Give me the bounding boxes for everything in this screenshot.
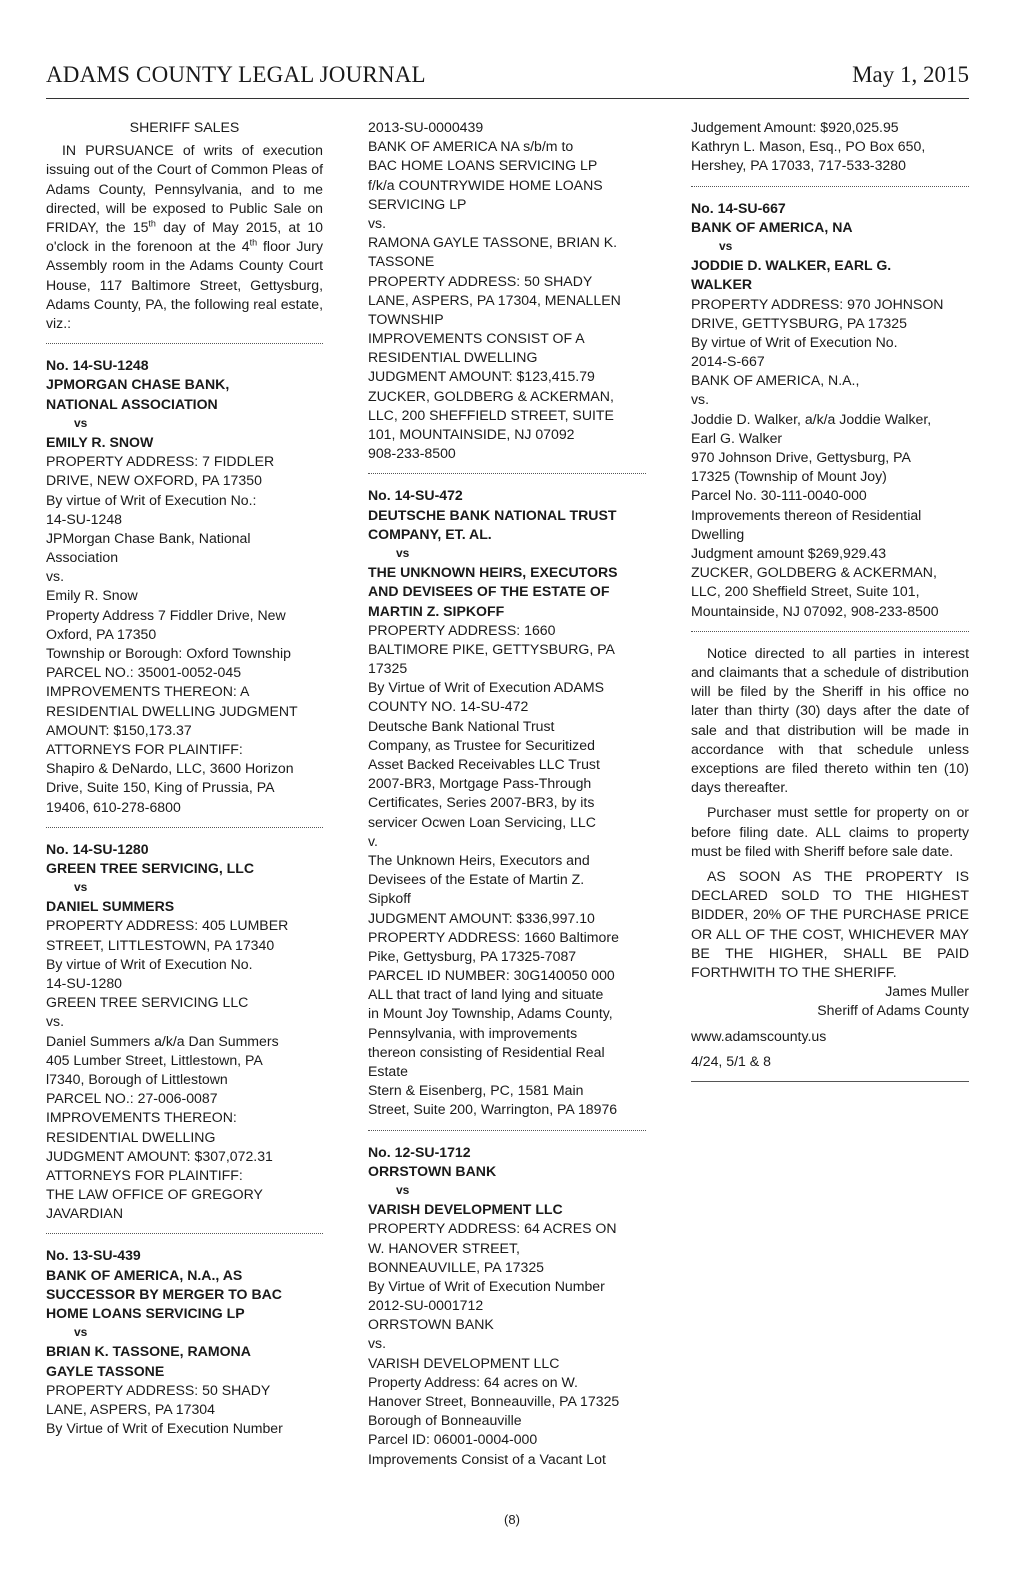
case-detail-line: Hershey, PA 17033, 717-533-3280 [691, 157, 906, 174]
distribution-notice: Notice directed to all parties in interest and claimants that a schedule of distribution will be filed by the Sheriff in his office no later than thirty (30) days after the date of sale and that distribution will be made in accordance with that schedule unless exceptions are filed thereto within ten (10) days thereafter. [691, 644, 969, 796]
case-detail-line: By virtue of Writ of Execution No.: [46, 491, 257, 508]
case-detail-line: JUDGMENT AMOUNT: $123,415.79 [368, 368, 595, 385]
case-detail-line: Property Address: 64 acres on W. [368, 1373, 578, 1390]
case-detail-line: Judgment amount $269,929.43 [691, 544, 887, 561]
payment-notice: AS SOON AS THE PROPERTY IS DECLARED SOLD TO THE HIGHEST BIDDER, 20% OF THE PURCHASE PRICE OR ALL OF THE COST, WHICHEVER MAY BE THE HIGHER, SHALL BE PAID FORTHWITH TO THE SHERIFF. [691, 867, 969, 980]
plaintiff-line: BANK OF AMERICA, NA [691, 218, 853, 235]
case-detail-line: f/k/a COUNTRYWIDE HOME LOANS [368, 176, 603, 193]
divider [46, 1233, 323, 1234]
case-detail-line: AMOUNT: $150,173.37 [46, 721, 192, 738]
divider [691, 631, 969, 632]
case-detail-line: Asset Backed Receivables LLC Trust [368, 756, 600, 772]
plaintiff-line: HOME LOANS SERVICING LP [46, 1305, 245, 1322]
case-detail-line: By virtue of Writ of Execution No. [46, 955, 253, 972]
case-detail-line: By virtue of Writ of Execution No. [691, 333, 898, 350]
case-detail-line: LLC, 200 Sheffield Street, Suite 101, [691, 583, 920, 600]
case-number: No. 12-SU-1712 [368, 1143, 471, 1160]
case-detail-line: JUDGMENT AMOUNT: $307,072.31 [46, 1147, 273, 1164]
case-detail-line: Earl G. Walker [691, 429, 783, 446]
versus-label: vs [74, 415, 88, 430]
versus-label: vs [74, 880, 88, 895]
case-detail-line: ALL that tract of land lying and situate [368, 986, 604, 1003]
case-detail-line: Mountainside, NJ 07092, 908-233-8500 [691, 602, 939, 619]
case-detail-line: 19406, 610-278-6800 [46, 798, 181, 815]
versus-label: vs [396, 545, 410, 560]
plaintiff-line: NATIONAL ASSOCIATION [46, 395, 218, 412]
case-detail-line: PARCEL NO.: 35001-0052-045 [46, 664, 242, 681]
case-detail-line: By Virtue of Writ of Execution Number [368, 1277, 605, 1294]
sheriff-title: Sheriff of Adams County [817, 1002, 969, 1019]
defendant-line: DANIEL SUMMERS [46, 898, 175, 915]
case-detail-line: RESIDENTIAL DWELLING [46, 1128, 216, 1145]
plaintiff-line: BANK OF AMERICA, N.A., AS [46, 1266, 243, 1283]
case-detail-line: VARISH DEVELOPMENT LLC [368, 1354, 560, 1371]
issue-date: May 1, 2015 [852, 62, 969, 87]
case-detail-line: Kathryn L. Mason, Esq., PO Box 650, [691, 138, 926, 155]
defendant-line: AND DEVISEES OF THE ESTATE OF [368, 583, 610, 600]
divider [368, 473, 646, 474]
case-number: No. 14-SU-472 [368, 487, 463, 504]
case-detail-line: thereon consisting of Residential Real [368, 1043, 605, 1060]
case-detail-line: PROPERTY ADDRESS: 1660 [368, 621, 556, 638]
case-detail-line: Improvements thereon of Residential [691, 506, 922, 523]
case-detail-line: l7340, Borough of Littlestown [46, 1070, 228, 1087]
page-number: (8) [504, 1512, 520, 1527]
case-detail-line: DRIVE, NEW OXFORD, PA 17350 [46, 472, 262, 489]
case-detail-line: vs. [46, 1013, 65, 1030]
case-detail-line: JUDGMENT AMOUNT: $336,997.10 [368, 909, 595, 926]
case-detail-line: Sipkoff [368, 890, 411, 907]
divider [691, 186, 969, 187]
case-detail-line: Joddie D. Walker, a/k/a Joddie Walker, [691, 410, 932, 427]
case-detail-line: STREET, LITTLESTOWN, PA 17340 [46, 936, 275, 953]
case-detail-line: Oxford, PA 17350 [46, 625, 157, 642]
defendant-line: JODDIE D. WALKER, EARL G. [691, 257, 892, 274]
case-detail-line: TOWNSHIP [368, 310, 444, 327]
case-detail-line: Pennsylvania, with improvements [368, 1024, 578, 1041]
case-detail-line: PROPERTY ADDRESS: 1660 Baltimore [368, 928, 619, 945]
plaintiff-line: GREEN TREE SERVICING, LLC [46, 859, 255, 876]
defendant-line: EMILY R. SNOW [46, 433, 154, 450]
plaintiff-line: ORRSTOWN BANK [368, 1162, 497, 1179]
case-detail-line: Hanover Street, Bonneauville, PA 17325 [368, 1393, 620, 1409]
case-detail-line: JAVARDIAN [46, 1205, 124, 1222]
defendant-line: BRIAN K. TASSONE, RAMONA [46, 1343, 251, 1360]
case-14-su-1248 [46, 356, 323, 817]
case-14-su-472 [368, 486, 646, 1119]
case-detail-line: SERVICING LP [368, 195, 467, 212]
sheriff-name: James Muller [885, 983, 969, 1000]
case-14-su-667 [691, 199, 969, 621]
case-detail-line: Parcel ID: 06001-0004-000 [368, 1431, 538, 1448]
intro-paragraph: IN PURSUANCE of writs of execution issuing out of the Court of Common Pleas of Adams County, Pennsylvania, and to me directed, will be exposed to Public Sale on FRIDAY, the 15th day of May 2015, at 10 o'clock in the forenoon at the 4th floor Jury Assembly room in the Adams County Court House, 117 Baltimore Street, Gettysburg, Adams County, PA, the following real estate, viz.: [46, 142, 323, 332]
case-detail-line: Parcel No. 30-111-0040-000 [691, 487, 867, 504]
case-detail-line: IMPROVEMENTS THEREON: [46, 1109, 237, 1126]
case-detail-line: Daniel Summers a/k/a Dan Summers [46, 1032, 279, 1049]
case-detail-line: W. HANOVER STREET, [368, 1239, 520, 1256]
case-detail-line: DRIVE, GETTYSBURG, PA 17325 [691, 314, 907, 331]
column-1 [46, 118, 323, 1438]
case-detail-line: BALTIMORE PIKE, GETTYSBURG, PA [368, 640, 615, 657]
case-detail-line: Estate [368, 1063, 408, 1079]
case-detail-line: PROPERTY ADDRESS: 405 LUMBER [46, 917, 289, 934]
plaintiff-line: SUCCESSOR BY MERGER TO BAC [46, 1285, 282, 1302]
case-detail-line: PROPERTY ADDRESS: 64 ACRES ON [368, 1220, 617, 1237]
case-detail-line: PROPERTY ADDRESS: 7 FIDDLER [46, 453, 275, 470]
case-detail-line: PARCEL ID NUMBER: 30G140050 000 [368, 967, 615, 984]
case-detail-line: GREEN TREE SERVICING LLC [46, 994, 249, 1011]
divider [368, 1130, 646, 1131]
case-detail-line: Drive, Suite 150, King of Prussia, PA [46, 779, 275, 796]
case-detail-line: 2012-SU-0001712 [368, 1297, 484, 1314]
publication-dates: 4/24, 5/1 & 8 [691, 1052, 771, 1069]
case-detail-line: COUNTY NO. 14-SU-472 [368, 698, 529, 715]
defendant-line: WALKER [691, 276, 753, 293]
case-detail-line: ZUCKER, GOLDBERG & ACKERMAN, [368, 387, 614, 404]
case-detail-line: Street, Suite 200, Warrington, PA 18976 [368, 1101, 618, 1118]
case-detail-line: in Mount Joy Township, Adams County, [368, 1005, 613, 1022]
case-detail-line: BAC HOME LOANS SERVICING LP [368, 157, 598, 174]
case-detail-line: Company, as Trustee for Securitized [368, 736, 595, 753]
case-detail-line: LLC, 200 SHEFFIELD STREET, SUITE [368, 406, 614, 423]
case-detail-line: 17325 [368, 660, 408, 677]
case-detail-line: Certificates, Series 2007-BR3, by its [368, 794, 595, 811]
case-detail-line: 14-SU-1248 [46, 510, 122, 527]
plaintiff-line: DEUTSCHE BANK NATIONAL TRUST [368, 506, 617, 523]
case-detail-line: Dwelling [691, 525, 745, 542]
defendant-line: MARTIN Z. SIPKOFF [368, 602, 505, 619]
versus-label: vs [74, 1325, 88, 1340]
page-header [46, 58, 969, 99]
case-detail-line: 2013-SU-0000439 [368, 119, 484, 135]
plaintiff-line: COMPANY, ET. AL. [368, 525, 492, 542]
case-detail-line: Devisees of the Estate of Martin Z. [368, 871, 585, 888]
defendant-line: VARISH DEVELOPMENT LLC [368, 1201, 563, 1218]
case-detail-line: RESIDENTIAL DWELLING [368, 349, 538, 366]
divider [46, 343, 323, 344]
defendant-line: GAYLE TASSONE [46, 1362, 165, 1379]
case-number: No. 14-SU-1248 [46, 357, 149, 374]
case-detail-line: JPMorgan Chase Bank, National [46, 529, 251, 546]
case-detail-line: ZUCKER, GOLDBERG & ACKERMAN, [691, 564, 937, 581]
versus-label: vs [396, 1182, 410, 1197]
case-detail-line: PARCEL NO.: 27-006-0087 [46, 1090, 218, 1107]
case-detail-line: PROPERTY ADDRESS: 50 SHADY [46, 1381, 271, 1398]
case-detail-line: IMPROVEMENTS CONSIST OF A [368, 330, 585, 347]
case-detail-line: vs. [368, 1335, 387, 1352]
case-detail-line: THE LAW OFFICE OF GREGORY [46, 1186, 263, 1203]
case-13-su-439-continued [368, 118, 646, 463]
end-rule [691, 1081, 969, 1082]
case-detail-line: ATTORNEYS FOR PLAINTIFF: [46, 740, 243, 757]
case-number: No. 14-SU-667 [691, 199, 786, 216]
case-detail-line: The Unknown Heirs, Executors and [368, 851, 590, 868]
case-14-su-1280 [46, 840, 323, 1224]
case-detail-line: 14-SU-1280 [46, 975, 122, 992]
case-detail-line: Deutsche Bank National Trust [368, 717, 555, 734]
case-detail-line: vs. [368, 214, 387, 231]
case-detail-line: By Virtue of Writ of Execution ADAMS [368, 679, 605, 696]
case-detail-line: BANK OF AMERICA, N.A., [691, 372, 860, 389]
case-detail-line: Township or Borough: Oxford Township [46, 645, 291, 662]
case-number: No. 13-SU-439 [46, 1247, 141, 1264]
case-detail-line: vs. [46, 568, 65, 585]
case-number: No. 14-SU-1280 [46, 840, 149, 857]
purchaser-notice: Purchaser must settle for property on or before filing date. ALL claims to property must be filed with Sheriff before sale date. [691, 804, 969, 859]
case-detail-line: Improvements Consist of a Vacant Lot [368, 1450, 606, 1467]
case-detail-line: TASSONE [368, 253, 435, 270]
case-detail-line: 2014-S-667 [691, 353, 765, 370]
case-detail-line: Association [46, 549, 119, 566]
case-detail-line: BANK OF AMERICA NA s/b/m to [368, 138, 574, 155]
plaintiff-line: JPMORGAN CHASE BANK, [46, 376, 230, 393]
case-detail-line: servicer Ocwen Loan Servicing, LLC [368, 813, 596, 830]
case-detail-line: Shapiro & DeNardo, LLC, 3600 Horizon [46, 760, 294, 777]
case-12-su-1712 [368, 1143, 646, 1469]
section-heading: SHERIFF SALES [129, 119, 240, 135]
case-detail-line: Judgement Amount: $920,025.95 [691, 119, 899, 135]
column-2 [368, 118, 646, 1469]
case-detail-line: Pike, Gettysburg, PA 17325-7087 [368, 947, 577, 964]
case-detail-line: Property Address 7 Fiddler Drive, New [46, 606, 286, 623]
case-detail-line: v. [368, 832, 378, 849]
case-detail-line: Stern & Eisenberg, PC, 1581 Main [368, 1082, 584, 1099]
case-12-su-1712-continued [691, 118, 969, 176]
case-detail-line: 2007-BR3, Mortgage Pass-Through [368, 775, 592, 792]
case-detail-line: IMPROVEMENTS THEREON: A [46, 683, 250, 700]
county-website-link[interactable]: www.adamscounty.us [691, 1027, 827, 1044]
case-detail-line: LANE, ASPERS, PA 17304, MENALLEN [368, 291, 621, 308]
divider [46, 827, 323, 828]
case-detail-line: 17325 (Township of Mount Joy) [691, 468, 887, 485]
case-detail-line: Borough of Bonneauville [368, 1412, 522, 1429]
defendant-line: THE UNKNOWN HEIRS, EXECUTORS [368, 564, 618, 581]
case-detail-line: PROPERTY ADDRESS: 970 JOHNSON [691, 295, 944, 312]
case-detail-line: Emily R. Snow [46, 587, 138, 604]
case-detail-line: vs. [691, 391, 710, 408]
case-detail-line: By Virtue of Writ of Execution Number [46, 1420, 283, 1437]
case-detail-line: LANE, ASPERS, PA 17304 [46, 1400, 215, 1417]
journal-title: ADAMS COUNTY LEGAL JOURNAL [46, 62, 426, 87]
case-detail-line: 405 Lumber Street, Littlestown, PA [46, 1051, 263, 1068]
case-detail-line: 101, MOUNTAINSIDE, NJ 07092 [368, 426, 575, 442]
case-detail-line: 970 Johnson Drive, Gettysburg, PA [691, 449, 911, 465]
case-detail-line: ATTORNEYS FOR PLAINTIFF: [46, 1166, 243, 1183]
case-detail-line: ORRSTOWN BANK [368, 1316, 494, 1333]
case-detail-line: 908-233-8500 [368, 445, 456, 462]
case-13-su-439 [46, 1246, 323, 1438]
case-detail-line: RESIDENTIAL DWELLING JUDGMENT [46, 702, 298, 719]
case-detail-line: RAMONA GAYLE TASSONE, BRIAN K. [368, 234, 618, 251]
column-3 [691, 118, 969, 1082]
case-detail-line: PROPERTY ADDRESS: 50 SHADY [368, 272, 593, 289]
case-detail-line: BONNEAUVILLE, PA 17325 [368, 1258, 545, 1275]
versus-label: vs [719, 238, 733, 253]
